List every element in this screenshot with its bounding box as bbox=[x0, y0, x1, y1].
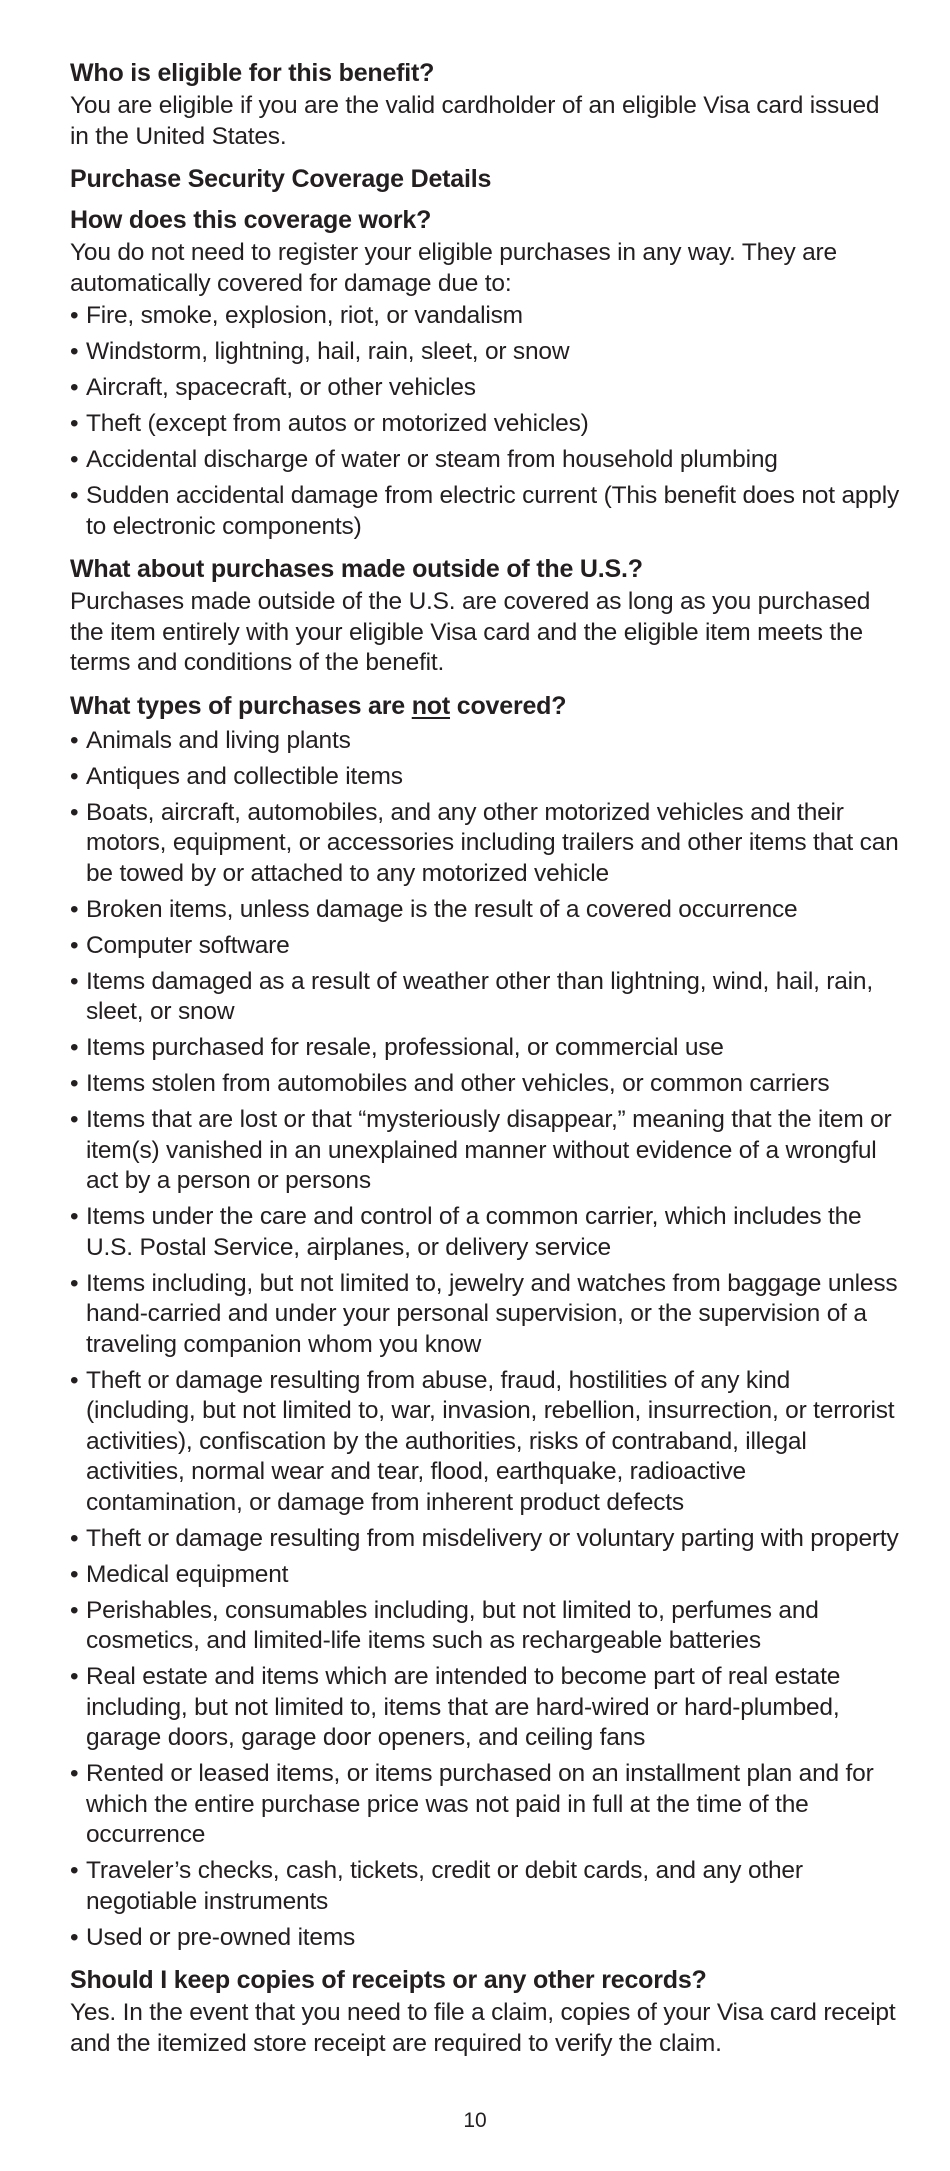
list-item: • Items that are lost or that “mysteriously disappear,” meaning that the item or item(s) vanished in an unexplained manner without evidence of a wrongful act by a person or persons bbox=[70, 1105, 900, 1197]
list-item: • Aircraft, spacecraft, or other vehicles bbox=[70, 373, 900, 404]
list-item: • Antiques and collectible items bbox=[70, 762, 900, 793]
section-outside-us bbox=[70, 554, 900, 679]
list-item: • Real estate and items which are intended to become part of real estate including, but not limited to, items that are hard-wired or hard-plumbed, garage doors, garage door openers, and ceiling fans bbox=[70, 1662, 900, 1754]
section-how-it-works bbox=[70, 205, 900, 542]
list-item: • Windstorm, lightning, hail, rain, sleet, or snow bbox=[70, 337, 900, 368]
list-item: • Medical equipment bbox=[70, 1560, 900, 1591]
not-covered-heading-pre: What types of purchases are bbox=[70, 691, 412, 720]
how-it-works-body: You do not need to register your eligible purchases in any way. They are automatically covered for damage due to: bbox=[70, 239, 837, 297]
coverage-details-heading: Purchase Security Coverage Details bbox=[70, 165, 492, 193]
outside-us-heading: What about purchases made outside of the U.S.? bbox=[70, 555, 643, 583]
list-item: • Fire, smoke, explosion, riot, or vandalism bbox=[70, 301, 900, 332]
how-it-works-heading: How does this coverage work? bbox=[70, 206, 432, 234]
page-number: 10 bbox=[463, 2109, 487, 2132]
list-item: • Computer software bbox=[70, 931, 900, 962]
not-covered-heading bbox=[70, 691, 900, 722]
list-item: • Items damaged as a result of weather other than lightning, wind, hail, rain, sleet, or snow bbox=[70, 967, 900, 1028]
list-item: • Theft or damage resulting from abuse, fraud, hostilities of any kind (including, but not limited to, war, invasion, rebellion, insurrection, or terrorist activities), confiscation by the authorities, risks of contraband, illegal activities, normal wear and tear, flood, earthquake, radioactive contamination, or damage from inherent product defects bbox=[70, 1366, 900, 1519]
list-item: • Theft or damage resulting from misdelivery or voluntary parting with property bbox=[70, 1524, 900, 1555]
list-item: • Accidental discharge of water or steam from household plumbing bbox=[70, 445, 900, 476]
list-item: • Animals and living plants bbox=[70, 726, 900, 757]
list-item: • Theft (except from autos or motorized vehicles) bbox=[70, 409, 900, 440]
not-covered-list bbox=[70, 726, 900, 1954]
list-item: • Used or pre-owned items bbox=[70, 1923, 900, 1954]
section-coverage-details bbox=[70, 164, 900, 195]
eligibility-body: You are eligible if you are the valid cardholder of an eligible Visa card issued in the United States. bbox=[70, 92, 880, 150]
list-item: • Broken items, unless damage is the result of a covered occurrence bbox=[70, 895, 900, 926]
section-eligibility bbox=[70, 58, 900, 152]
eligibility-heading: Who is eligible for this benefit? bbox=[70, 59, 435, 87]
list-item: • Traveler’s checks, cash, tickets, credit or debit cards, and any other negotiable instruments bbox=[70, 1856, 900, 1917]
list-item: • Items including, but not limited to, jewelry and watches from baggage unless hand-carried and under your personal supervision, or the supervision of a traveling companion whom you know bbox=[70, 1269, 900, 1361]
list-item: • Boats, aircraft, automobiles, and any other motorized vehicles and their motors, equipment, or accessories including trailers and other items that can be towed by or attached to any motorized vehicle bbox=[70, 798, 900, 890]
document-page bbox=[70, 58, 900, 2071]
not-covered-heading-post: covered? bbox=[450, 691, 567, 720]
list-item: • Perishables, consumables including, but not limited to, perfumes and cosmetics, and limited-life items such as rechargeable batteries bbox=[70, 1596, 900, 1657]
list-item: • Rented or leased items, or items purchased on an installment plan and for which the entire purchase price was not paid in full at the time of the occurrence bbox=[70, 1759, 900, 1851]
list-item: • Items under the care and control of a common carrier, which includes the U.S. Postal Service, airplanes, or delivery service bbox=[70, 1202, 900, 1263]
receipts-body: Yes. In the event that you need to file a claim, copies of your Visa card receipt and the itemized store receipt are required to verify the claim. bbox=[70, 1999, 896, 2057]
receipts-heading: Should I keep copies of receipts or any other records? bbox=[70, 1966, 707, 1994]
section-not-covered bbox=[70, 691, 900, 1954]
covered-damage-list bbox=[70, 301, 900, 542]
not-covered-heading-emphasis: not bbox=[411, 691, 451, 720]
list-item: • Sudden accidental damage from electric current (This benefit does not apply to electronic components) bbox=[70, 481, 900, 542]
list-item: • Items purchased for resale, professional, or commercial use bbox=[70, 1033, 900, 1064]
list-item: • Items stolen from automobiles and other vehicles, or common carriers bbox=[70, 1069, 900, 1100]
outside-us-body: Purchases made outside of the U.S. are covered as long as you purchased the item entirely with your eligible Visa card and the eligible item meets the terms and conditions of the benefit. bbox=[70, 588, 871, 676]
section-receipts bbox=[70, 1965, 900, 2059]
